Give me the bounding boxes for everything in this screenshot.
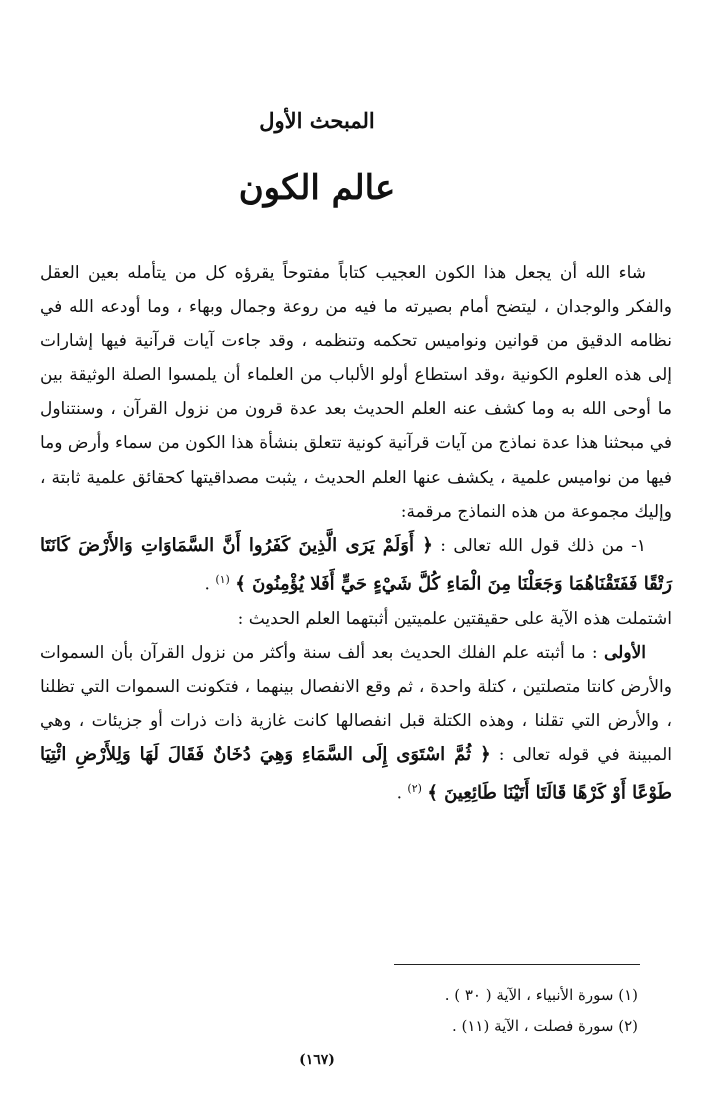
sentence-end: . [396,783,408,804]
first-fact-label: الأولى [604,642,646,663]
paragraph-first-fact [40,636,672,811]
paragraph-intro: شاء الله أن يجعل هذا الكون العجيب كتاباً مفتوحاً يقرؤه كل من يتأمله بعين العقل والفكر والوجدان ، ليتضح أمام بصيرته ما فيه من روعة وجمال وبهاء ، وما أودعه الله في نظامه الدقيق من قوانين ونواميس تحكمه وتنظمه ، وقد جاءت آيات قرآنية فيها إشارات إلى هذه العلوم الكونية ،وقد استطاع أولو الألباب من العلماء أن يلمسوا الصلة الوثيقة بين ما أوحى الله به وما كشف عنه العلم الحديث بعد عدة قرون من نزول القرآن ، وسنتناول في مبحثنا هذا عدة نماذج من آيات قرآنية كونية تتعلق بنشأة هذا الكون من سماء وأرض وما فيها من نواميس علمية ، يكشف عنها العلم الحديث ، يثبت مصداقيتها كحقائق علمية ثابتة ، وإليك مجموعة من هذه النماذج مرقمة: [40,263,672,522]
example-intro: ١- من ذلك قول الله تعالى : [432,535,647,556]
footnote-ref-1: (١) [215,572,230,586]
sentence-end: . [204,574,216,595]
body-text [40,256,672,811]
footnotes [78,980,638,1042]
paragraph-summary: اشتملت هذه الآية على حقيقتين علميتين أثبتهما العلم الحديث : [237,608,672,629]
page-number: (١٦٧) [299,1052,335,1068]
paragraph-example-1 [40,529,672,602]
footnote-1: (١) سورة الأنبياء ، الآية ( ٣٠ ) . [444,986,638,1004]
section-label: المبحث الأول [259,108,375,133]
footnote-ref-2: (٢) [407,782,422,796]
footnote-2: (٢) سورة فصلت ، الآية (١١) . [451,1017,638,1035]
chapter-title: عالم الكون [238,168,396,208]
first-fact-text: : ما أثبته علم الفلك الحديث بعد ألف سنة وأكثر من نزول القرآن بأن السموات والأرض كانتا متصلتين ، كتلة واحدة ، ثم وقع الانفصال بينهما ، فتكونت السموات التي تظلنا ، والأرض التي تقلنا ، وهذه الكتلة قبل انفصالها كانت غازية ذات ذرات أو جزيئات ، وهي المبينة في قوله تعالى : [40,642,672,765]
quran-verse: ﴿ ثُمَّ اسْتَوَى إِلَى السَّمَاءِ وَهِيَ دُخَانٌ فَقَالَ لَهَا وَلِلأَرْضِ ائْتِيَا طَوْعًا أَوْ كَرْهًا قَالَتَا أَتَيْنَا طَائِعِينَ ﴾ [40,743,672,804]
footnote-divider [394,964,640,965]
quran-verse: ﴿ أَوَلَمْ يَرَى الَّذِينَ كَفَرُوا أَنَّ السَّمَاوَاتِ وَالأَرْضَ كَانَتَا رَتْقًا فَفَتَقْنَاهُمَا وَجَعَلْنَا مِنَ الْمَاءِ كُلَّ شَيْءٍ حَيٍّ أَفَلا يُؤْمِنُونَ ﴾ [40,534,672,595]
